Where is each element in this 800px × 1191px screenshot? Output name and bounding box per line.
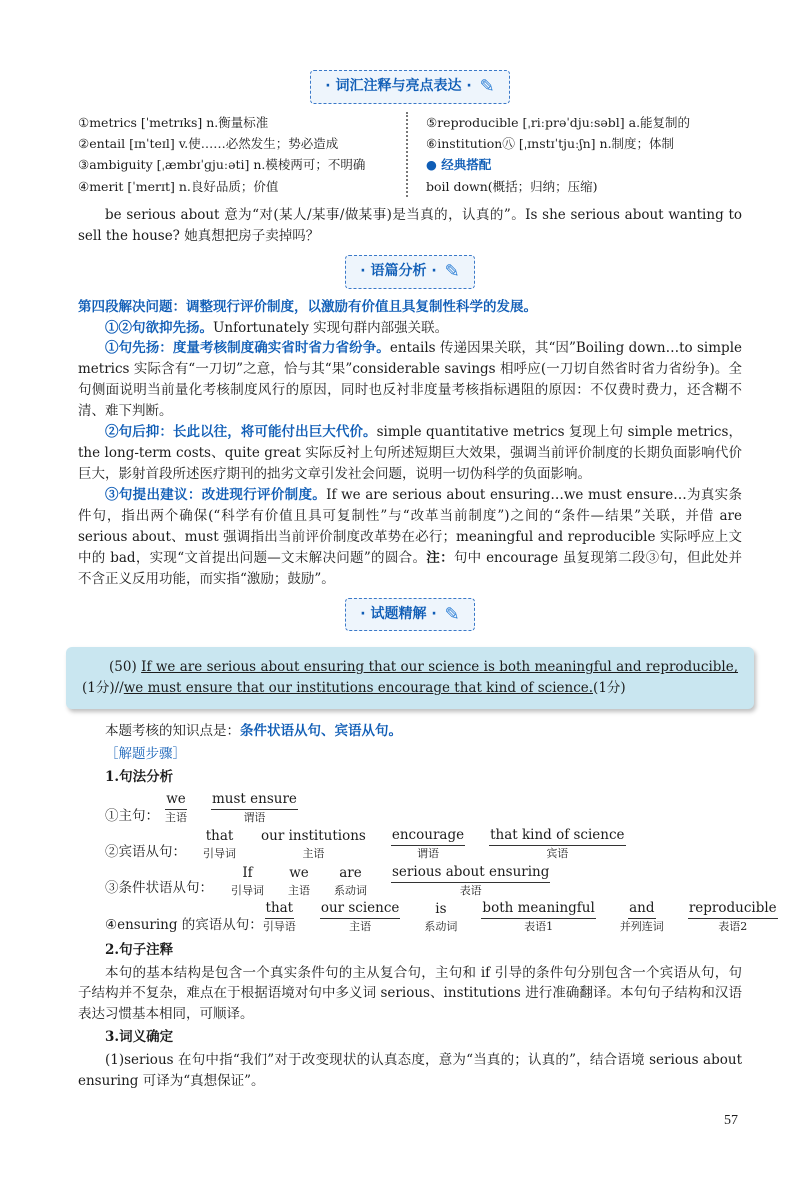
- parse-row: ③条件状语从句： If 引导词 we 主语 are 系动词 serious about ensuring 表语: [105, 863, 550, 897]
- vocab-item: ④merit [ˈmerɪt] n.良好品质；价值: [78, 178, 279, 194]
- vocab-item: ②entail [ɪnˈteɪl] v.使……必然发生；势必造成: [78, 136, 339, 152]
- vocab-item: ⑤reproducible [ˌriːprəˈdjuːsəbl] a.能复制的: [426, 114, 691, 130]
- analysis-heading: 第四段解决问题：调整现行评价制度，以激励有价值且具复制性科学的发展。: [78, 298, 537, 315]
- classic-collocation-label: ● 经典搭配: [426, 157, 492, 173]
- analysis-banner: [78, 255, 742, 289]
- vocab-list: [78, 112, 742, 197]
- pen-icon: ✎: [444, 260, 460, 282]
- vocab-banner: [78, 70, 742, 104]
- analysis-sentence-2: ②句后抑：长此以往，将可能付出巨大代价。simple quantitative metrics 复现上句 simple metrics，the long-term costs、quite great 实际反衬上句所述短期巨大效果，强调当前评价制度的长期负面影响代价巨大，影射首段所述医疗期刊的拙劣文章引发社会问题，说明一切伪科学的负面影响。: [78, 424, 742, 482]
- exam-banner-title: · 试题精解 ·: [360, 605, 437, 622]
- section-meaning-title: 3.词义确定: [105, 1029, 174, 1046]
- vocab-item: ③ambiguity [ˌæmbɪˈɡjuːəti] n.模棱两可；不明确: [78, 157, 366, 173]
- analysis-sentence-1: ①句先扬：度量考核制度确实省时省力省纷争。entails 传递因果关联，其“因”Boiling down…to simple metrics 实际含有“一刀切”之意，恰与其“果”considerable savings 相呼应(一刀切自然省时省力省纷争)。全句侧面说明当前量化考核制度风行的原因，同时也反衬非度量考核指标遇阻的原因：不仅费时费力，还含糊不清、难下判断。: [78, 340, 742, 420]
- page-number: 57: [724, 1113, 738, 1128]
- vocab-column-right: [408, 112, 742, 197]
- exam-banner: [78, 598, 742, 632]
- section-meaning-text: (1)serious 在句中指“我们”对于改变现状的认真态度，意为“当真的；认真的”，结合语境 serious about ensuring 可译为“真想保证”。: [78, 1052, 742, 1090]
- parse-row: ②宾语从句： that 引导词 our institutions 主语 encourage 谓语 that kind of science 宾语: [105, 827, 625, 861]
- section-syntax-title: 1.句法分析: [105, 769, 174, 786]
- section-notes-title: 2.句子注释: [105, 941, 174, 958]
- answer-score-2: (1分): [593, 680, 626, 697]
- vocab-item: ⑥institution㊇ [ˌɪnstɪˈtjuːʃn] n.制度；体制: [426, 136, 675, 152]
- knowledge-points: 本题考核的知识点是：条件状语从句、宾语从句。: [105, 723, 402, 740]
- analysis-intro: ①②句欲抑先扬。Unfortunately 实现句群内部强关联。: [105, 319, 449, 336]
- collocation-note: be serious about 意为“对(某人/某事/做某事)是当真的，认真的”。Is she serious about wanting to sell the house? 她真想把房子卖掉吗？: [78, 206, 742, 244]
- steps-title: ［解题步骤］: [105, 746, 186, 763]
- classic-collocation-item: boil down(概括；归纳；压缩): [426, 178, 598, 194]
- answer-part-1: If we are serious about ensuring that our science is both meaningful and reproducible,: [141, 659, 739, 676]
- answer-score-1: (1分)//: [82, 680, 124, 697]
- parse-row: ④ensuring 的宾语从句： that 引导语 our science 主语 is 系动词 both meaningful 表语1 and 并列连词 reproducible 表语2: [105, 900, 777, 934]
- vocab-banner-title: · 词汇注释与亮点表达 ·: [325, 78, 472, 95]
- pen-icon: ✎: [479, 76, 495, 97]
- answer-part-2: we must ensure that our institutions encourage that kind of science.: [123, 680, 594, 697]
- parse-row: ①主句： we 主语 must ensure 谓语: [105, 791, 297, 824]
- section-notes-text: 本句的基本结构是包含一个真实条件句的主从复合句，主句和 if 引导的条件句分别包含一个宾语从句，句子结构并不复杂，难点在于根据语境对句中多义词 serious、institutions 进行准确翻译。本句句子结构和汉语表达习惯基本相同，可顺译。: [78, 964, 742, 1023]
- syntax-parse: [78, 790, 777, 936]
- vocab-item: ①metrics [ˈmetrɪks] n.衡量标准: [78, 114, 269, 130]
- pen-icon: ✎: [444, 603, 460, 625]
- page-content: [78, 70, 777, 1092]
- question-number: (50): [109, 659, 137, 676]
- answer-box: [66, 647, 754, 709]
- analysis-banner-title: · 语篇分析 ·: [360, 262, 437, 279]
- analysis-sentence-3: ③句提出建议：改进现行评价制度。If we are serious about ensuring…we must ensure…为真实条件句，指出两个确保(“科学有价值且具可复制性”与“改革当前制度”)之间的“条件—结果”关联，并借 are serious about、must 强调指出当前评价制度改革势在必行；meaningful and reproducible 实际呼应上文中的 bad，实现“文首提出问题—文末解决问题”的圆合。注：句中 encourage 虽复现第二段③句，但此处并不含正义反用功能，而实指“激励；鼓励”。: [78, 486, 743, 587]
- vocab-column-left: [78, 112, 408, 197]
